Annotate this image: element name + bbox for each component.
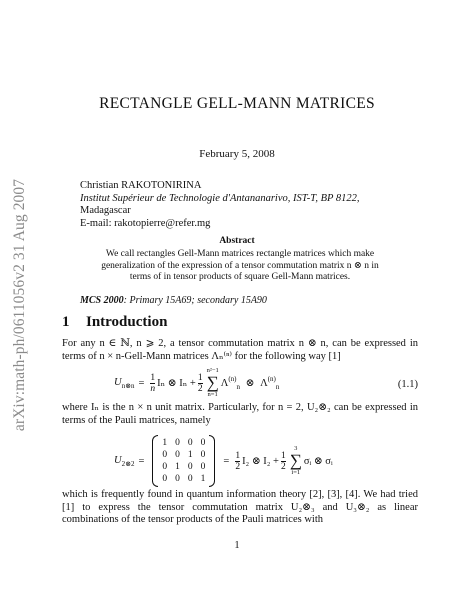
eq2-term-identity: I₂ ⊗ I₂ + [242,456,279,467]
matrix-cell: 0 [200,462,206,472]
matrix-cell: 0 [187,438,193,448]
author-email: E-mail: rakotopierre@refer.mg [80,217,211,229]
eq2-frac-2: $\frac{1}{2}$ [280,450,286,472]
matrix-cell: 1 [162,438,168,448]
section-title: Introduction [86,314,168,330]
eq1-summation: n²−1 ∑ n=1 [206,367,219,398]
matrix-cell: 1 [187,450,193,460]
matrix-cell: 0 [162,450,168,460]
eq1-equals: = [138,377,145,389]
matrix-cell: 1 [200,474,206,484]
matrix-cell: 0 [187,474,193,484]
eq1-frac-1: $\frac{1}{n}$ [150,372,156,394]
arxiv-identifier: arXiv:math-ph/0611056v2 31 Aug 2007 [11,178,29,432]
eq1-lhs: $U_{n\otimes n}$ [114,376,135,390]
equation-pauli-body [114,432,333,490]
author-city: Madagascar [80,205,131,216]
matrix-cell: 0 [200,438,206,448]
eq2-sigma-product: σᵢ ⊗ σᵢ [303,456,333,467]
eq1-lambda-product: $\Lambda^{(n)}_n$ ⊗ $\Lambda^{(n)}_n$ [220,375,280,391]
eq2-frac-1: $\frac{1}{2}$ [235,450,241,472]
eq2-equals-2: = [223,455,230,467]
abstract-text: We call rectangles Gell-Mann matrices rectangle matrices which make generalization of the expression of a tensor commutation matrix n ⊗ n in terms of in tensor products of square Gell-Mann matrices. [101,249,379,282]
matrix-cell: 0 [175,474,180,484]
paper-title: RECTANGLE GELL-MANN MATRICES [99,95,375,112]
author-name: Christian RAKOTONIRINA [80,180,202,191]
matrix-cell: 0 [187,462,193,472]
eq2-summation: 3 ∑ i=1 [289,445,302,476]
equation-1-1-body [114,368,279,398]
matrix-cell: 0 [175,438,180,448]
msc-classification [80,295,267,306]
eq1-term-identity: Iₙ ⊗ Iₙ + [157,378,196,389]
msc-label: MCS 2000 [80,295,124,306]
page-number: 1 [234,540,240,551]
equation-pauli [62,432,418,490]
author-affiliation: Institut Supérieur de Technologie d'Antananarivo, IST-T, BP 8122, [80,192,360,204]
equation-number: (1.1) [397,379,418,390]
section-heading [62,314,167,331]
section-number: 1 [62,314,70,330]
author-block [80,180,360,230]
abstract-heading: Abstract [219,236,255,246]
matrix-cell: 0 [162,462,168,472]
matrix-cell: 0 [175,450,180,460]
matrix-cell: 1 [175,462,180,472]
paragraph-quantum: which is frequently found in quantum information theory [2], [3], [4]. We had tried [1] to express the tensor commutation matrix U₂⊗₃ and U₃⊗₂ as linear combinations of the tensor products of the Pauli matrices with [62,489,418,526]
matrix-cell: 0 [162,474,168,484]
matrix-cell: 0 [200,450,206,460]
commutation-matrix [152,435,215,487]
paragraph-pauli: where Iₙ is the n × n unit matrix. Particularly, for n = 2, U₂⊗₂ can be expressed in terms of the Pauli matrices, namely [62,402,418,426]
eq2-lhs: $U_{2\otimes 2}$ [114,454,135,468]
equation-1-1 [62,368,418,398]
paper-date: February 5, 2008 [199,148,275,160]
eq2-equals: = [138,455,145,467]
arxiv-margin-stamp [8,155,32,455]
paragraph-intro: For any n ∈ ℕ, n ⩾ 2, a tensor commutation matrix n ⊗ n, can be expressed in terms of n × n-Gell-Mann matrices Λₙ⁽ⁿ⁾ for the following way [1] [62,338,418,362]
msc-codes: : Primary 15A69; secondary 15A90 [123,295,267,306]
eq1-frac-2: $\frac{1}{2}$ [197,372,203,394]
